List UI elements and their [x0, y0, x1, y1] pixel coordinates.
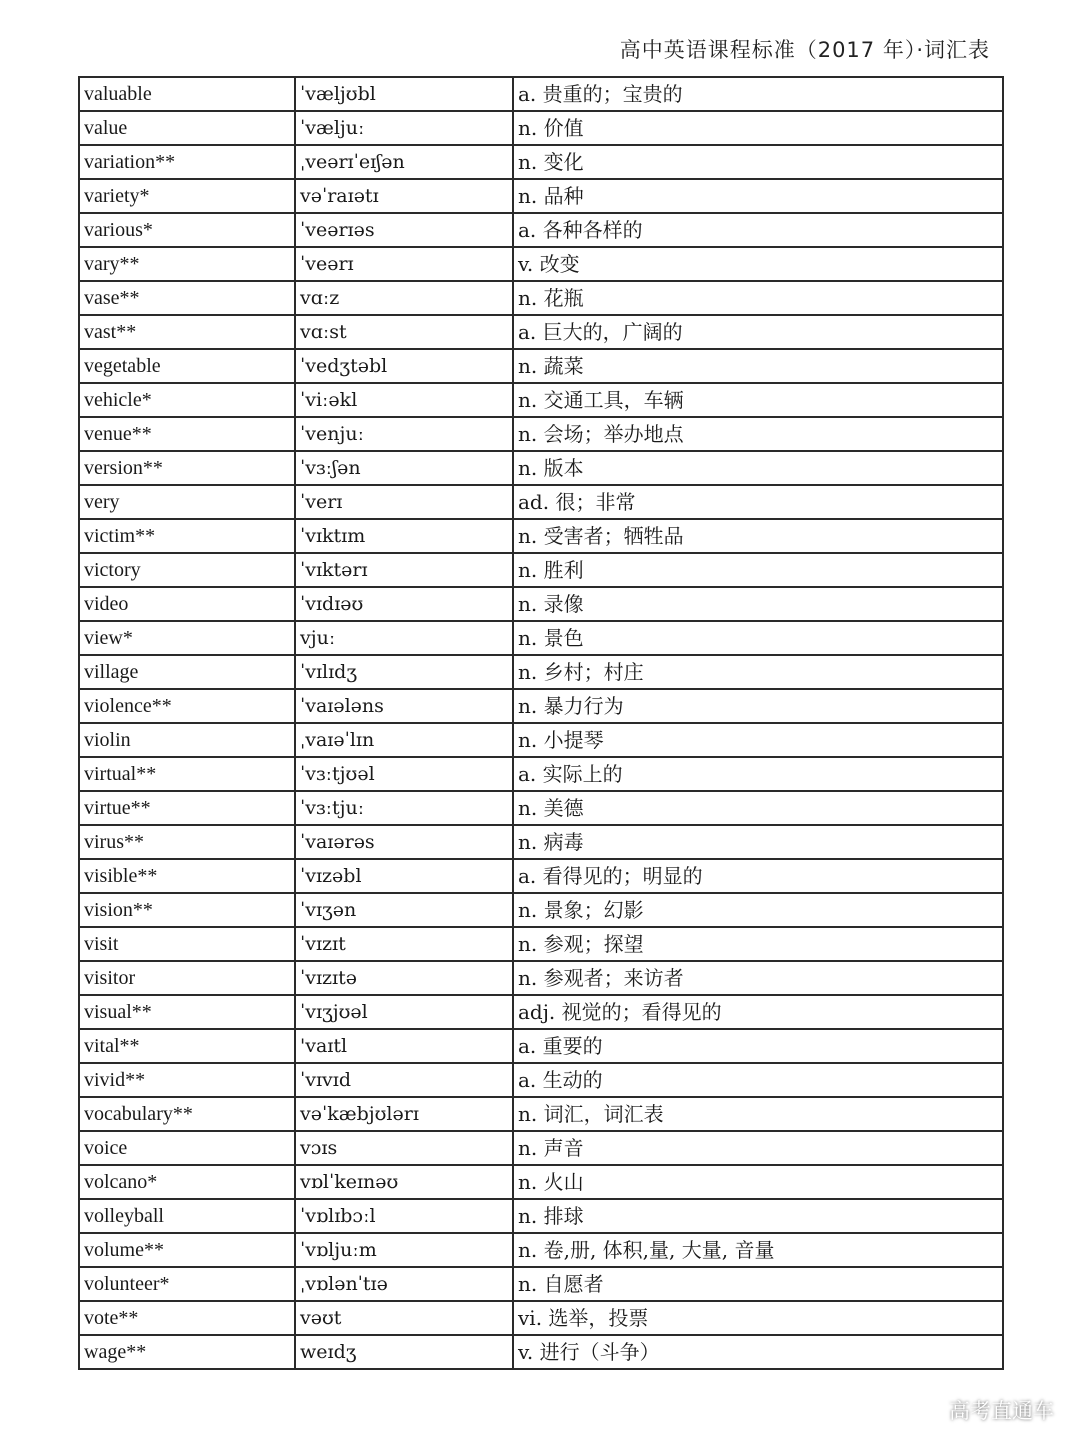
page-header: 高中英语课程标准（2017 年）·词汇表 [619, 38, 990, 62]
table-row [79, 1335, 1003, 1369]
vocab-word: variation** [79, 145, 295, 179]
table-row [79, 927, 1003, 961]
table-row [79, 689, 1003, 723]
vocab-word: version** [79, 451, 295, 485]
vocab-word: volleyball [79, 1199, 295, 1233]
vocab-phonetic: vəʊt [295, 1301, 513, 1335]
vocab-phonetic: ˈvɪzɪt [295, 927, 513, 961]
vocab-phonetic: weɪdʒ [295, 1335, 513, 1369]
table-row [79, 723, 1003, 757]
vocab-definition: n. 录像 [513, 587, 1003, 621]
vocab-definition: a. 贵重的；宝贵的 [513, 77, 1003, 111]
vocab-definition: n. 版本 [513, 451, 1003, 485]
vocab-phonetic: ˈvɪdɪəʊ [295, 587, 513, 621]
vocab-definition: n. 火山 [513, 1165, 1003, 1199]
table-row [79, 995, 1003, 1029]
vocab-word: voice [79, 1131, 295, 1165]
vocab-word: valuable [79, 77, 295, 111]
table-row [79, 1165, 1003, 1199]
vocab-definition: n. 交通工具，车辆 [513, 383, 1003, 417]
table-row [79, 111, 1003, 145]
vocab-definition: n. 胜利 [513, 553, 1003, 587]
table-row [79, 757, 1003, 791]
vocab-definition: v. 进行（斗争） [513, 1335, 1003, 1369]
vocab-word: violin [79, 723, 295, 757]
vocab-phonetic: vjuː [295, 621, 513, 655]
vocab-definition: n. 病毒 [513, 825, 1003, 859]
vocab-definition: n. 品种 [513, 179, 1003, 213]
vocab-definition: n. 参观；探望 [513, 927, 1003, 961]
vocab-word: visible** [79, 859, 295, 893]
vocab-definition: n. 暴力行为 [513, 689, 1003, 723]
vocab-phonetic: ˈvæljʊbl [295, 77, 513, 111]
vocab-word: variety* [79, 179, 295, 213]
vocab-word: virtual** [79, 757, 295, 791]
table-row [79, 1233, 1003, 1267]
table-row [79, 587, 1003, 621]
vocab-phonetic: vɑːst [295, 315, 513, 349]
table-row [79, 451, 1003, 485]
table-row [79, 791, 1003, 825]
vocab-definition: n. 乡村；村庄 [513, 655, 1003, 689]
table-row [79, 281, 1003, 315]
vocab-word: victim** [79, 519, 295, 553]
vocab-definition: a. 各种各样的 [513, 213, 1003, 247]
vocab-phonetic: ˌvaɪəˈlɪn [295, 723, 513, 757]
vocab-phonetic: vəˈkæbjʊlərɪ [295, 1097, 513, 1131]
vocab-word: visitor [79, 961, 295, 995]
vocab-phonetic: ˈvɪktɪm [295, 519, 513, 553]
vocab-definition: n. 蔬菜 [513, 349, 1003, 383]
vocab-word: volunteer* [79, 1267, 295, 1301]
vocab-phonetic: ˈvɜːʃən [295, 451, 513, 485]
vocab-phonetic: vɔɪs [295, 1131, 513, 1165]
vocab-phonetic: ˈvæljuː [295, 111, 513, 145]
table-row [79, 825, 1003, 859]
vocab-phonetic: ˈvɪvɪd [295, 1063, 513, 1097]
vocab-phonetic: ˈvɪlɪdʒ [295, 655, 513, 689]
vocab-phonetic: ˈvenjuː [295, 417, 513, 451]
table-row [79, 77, 1003, 111]
vocab-word: vivid** [79, 1063, 295, 1097]
vocab-definition: n. 变化 [513, 145, 1003, 179]
vocab-phonetic: ˈvaɪələns [295, 689, 513, 723]
vocab-phonetic: vɒlˈkeɪnəʊ [295, 1165, 513, 1199]
table-row [79, 859, 1003, 893]
vocab-phonetic: ˈvɪʒjʊəl [295, 995, 513, 1029]
table-row [79, 349, 1003, 383]
vocab-word: visual** [79, 995, 295, 1029]
vocab-definition: n. 花瓶 [513, 281, 1003, 315]
vocab-phonetic: ˈvedʒtəbl [295, 349, 513, 383]
table-row [79, 1267, 1003, 1301]
table-row [79, 247, 1003, 281]
vocab-phonetic: ˈvaɪərəs [295, 825, 513, 859]
vocab-word: venue** [79, 417, 295, 451]
table-row [79, 145, 1003, 179]
vocab-phonetic: vɑːz [295, 281, 513, 315]
vocab-phonetic: ˈvɪʒən [295, 893, 513, 927]
table-row [79, 1097, 1003, 1131]
vocab-definition: n. 景色 [513, 621, 1003, 655]
vocab-phonetic: ˈvɜːtjuː [295, 791, 513, 825]
vocab-phonetic: ˈvɪktərɪ [295, 553, 513, 587]
table-row [79, 621, 1003, 655]
vocab-definition: n. 排球 [513, 1199, 1003, 1233]
vocab-word: volcano* [79, 1165, 295, 1199]
vocab-word: vital** [79, 1029, 295, 1063]
vocabulary-table [78, 76, 1004, 1370]
vocab-definition: vi. 选举，投票 [513, 1301, 1003, 1335]
vocab-word: vegetable [79, 349, 295, 383]
table-row [79, 519, 1003, 553]
vocab-phonetic: ˌveərɪˈeɪʃən [295, 145, 513, 179]
table-row [79, 485, 1003, 519]
vocab-word: volume** [79, 1233, 295, 1267]
vocab-word: vary** [79, 247, 295, 281]
vocab-phonetic: ˈvɪzəbl [295, 859, 513, 893]
vocab-definition: a. 巨大的，广阔的 [513, 315, 1003, 349]
vocab-phonetic: ˈvɪzɪtə [295, 961, 513, 995]
vocab-definition: n. 词汇，词汇表 [513, 1097, 1003, 1131]
vocab-definition: adj. 视觉的；看得见的 [513, 995, 1003, 1029]
vocab-definition: a. 生动的 [513, 1063, 1003, 1097]
table-row [79, 315, 1003, 349]
vocab-definition: n. 参观者；来访者 [513, 961, 1003, 995]
vocab-definition: n. 声音 [513, 1131, 1003, 1165]
vocab-phonetic: vəˈraɪətɪ [295, 179, 513, 213]
vocab-phonetic: ˈverɪ [295, 485, 513, 519]
vocab-definition: n. 景象；幻影 [513, 893, 1003, 927]
vocab-definition: a. 重要的 [513, 1029, 1003, 1063]
table-row [79, 1131, 1003, 1165]
vocab-definition: n. 自愿者 [513, 1267, 1003, 1301]
vocab-phonetic: 'vaɪtl [295, 1029, 513, 1063]
vocab-word: various* [79, 213, 295, 247]
table-row [79, 655, 1003, 689]
table-row [79, 1199, 1003, 1233]
vocab-word: vocabulary** [79, 1097, 295, 1131]
table-row [79, 1063, 1003, 1097]
vocab-definition: a. 看得见的；明显的 [513, 859, 1003, 893]
watermark: 高考直通车 [949, 1399, 1054, 1423]
vocab-phonetic: ˈvɒljuːm [295, 1233, 513, 1267]
table-row [79, 553, 1003, 587]
table-row [79, 179, 1003, 213]
vocab-definition: n. 卷,册, 体积,量, 大量, 音量 [513, 1233, 1003, 1267]
vocab-word: view* [79, 621, 295, 655]
vocab-word: vase** [79, 281, 295, 315]
vocab-word: virtue** [79, 791, 295, 825]
vocab-word: vast** [79, 315, 295, 349]
vocab-word: value [79, 111, 295, 145]
vocab-definition: v. 改变 [513, 247, 1003, 281]
table-row [79, 213, 1003, 247]
vocab-phonetic: ˈvɜːtjʊəl [295, 757, 513, 791]
vocab-word: vote** [79, 1301, 295, 1335]
vocab-definition: n. 美德 [513, 791, 1003, 825]
table-row [79, 417, 1003, 451]
vocab-definition: ad. 很；非常 [513, 485, 1003, 519]
vocab-word: village [79, 655, 295, 689]
vocab-phonetic: ˈveərɪ [295, 247, 513, 281]
vocab-word: violence** [79, 689, 295, 723]
table-row [79, 1301, 1003, 1335]
table-row [79, 383, 1003, 417]
vocab-word: video [79, 587, 295, 621]
table-row [79, 961, 1003, 995]
vocab-word: very [79, 485, 295, 519]
vocab-word: vehicle* [79, 383, 295, 417]
table-row [79, 1029, 1003, 1063]
vocab-word: victory [79, 553, 295, 587]
vocab-phonetic: ˈveərɪəs [295, 213, 513, 247]
vocab-word: visit [79, 927, 295, 961]
vocab-definition: n. 价值 [513, 111, 1003, 145]
vocab-definition: n. 受害者；牺牲品 [513, 519, 1003, 553]
vocab-definition: n. 会场；举办地点 [513, 417, 1003, 451]
vocab-word: wage** [79, 1335, 295, 1369]
vocab-definition: a. 实际上的 [513, 757, 1003, 791]
vocab-word: vision** [79, 893, 295, 927]
table-row [79, 893, 1003, 927]
vocab-definition: n. 小提琴 [513, 723, 1003, 757]
vocab-phonetic: ˌvɒlənˈtɪə [295, 1267, 513, 1301]
vocab-phonetic: ˈvɒlɪbɔːl [295, 1199, 513, 1233]
vocab-word: virus** [79, 825, 295, 859]
vocab-phonetic: ˈviːəkl [295, 383, 513, 417]
